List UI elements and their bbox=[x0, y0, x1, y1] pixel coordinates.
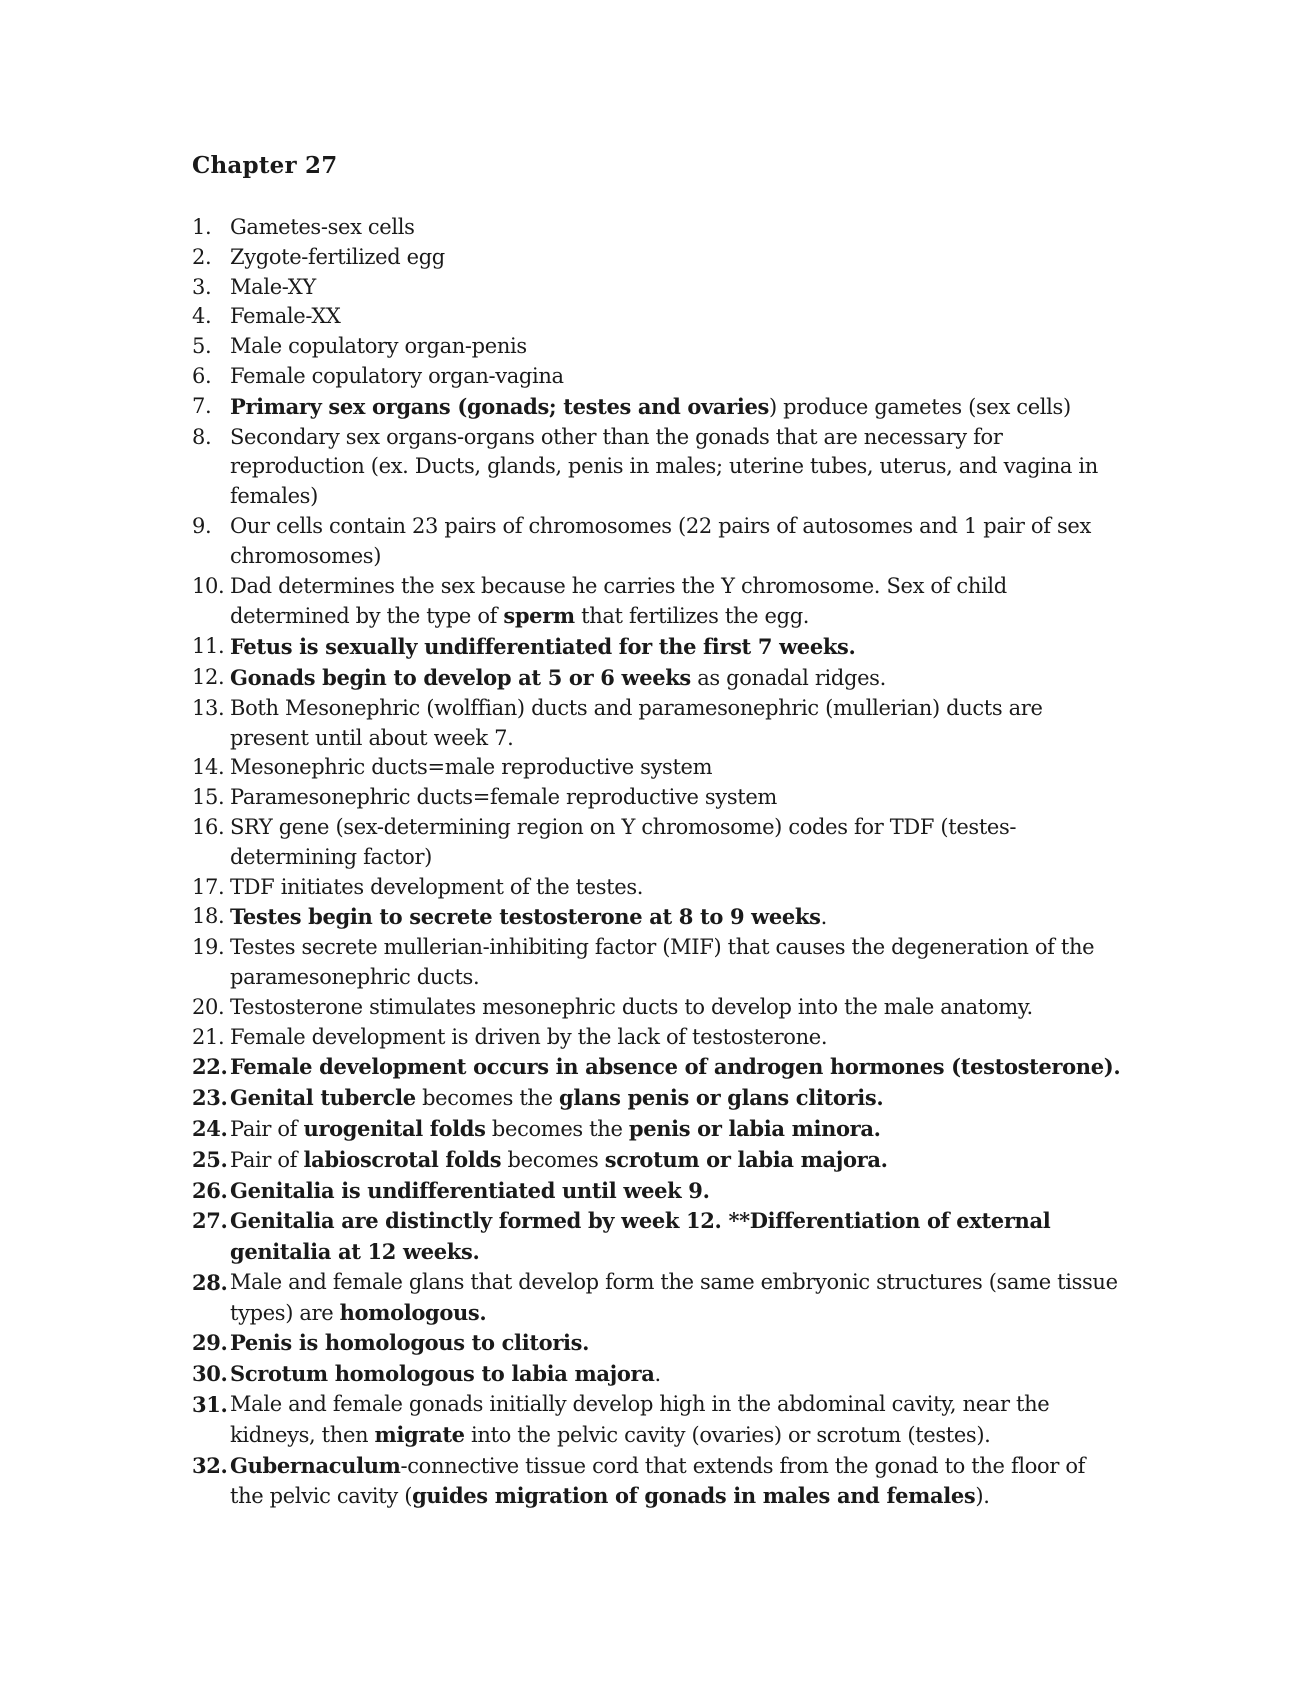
list-item bbox=[192, 213, 1122, 243]
list-item bbox=[192, 1328, 1122, 1359]
list-item bbox=[192, 753, 1122, 783]
list-item bbox=[192, 1176, 1122, 1207]
list-item-text: into the pelvic cavity (ovaries) or scrotum (testes). bbox=[464, 1422, 991, 1447]
bold-text: migrate bbox=[374, 1421, 465, 1447]
list-item-text: Female-XX bbox=[230, 304, 341, 329]
list-item-text: Both Mesonephric (wolffian) ducts and paramesonephric (mullerian) ducts are present until about week 7. bbox=[230, 695, 1043, 750]
list-item-number: 2. bbox=[192, 244, 212, 269]
bold-text: glans penis or glans clitoris. bbox=[559, 1085, 884, 1111]
list-item-number: 9. bbox=[192, 513, 212, 538]
bold-text: labioscrotal folds bbox=[303, 1146, 502, 1172]
list-item bbox=[192, 1145, 1122, 1176]
list-item-text: Male and female glans that develop form the same embryonic structures (same tissue types) are bbox=[230, 1269, 1118, 1325]
list-item-number: 18. bbox=[192, 904, 225, 929]
bold-text: Fetus is sexually undifferentiated for the first 7 weeks. bbox=[230, 634, 856, 660]
list-item-text: ). bbox=[975, 1484, 990, 1509]
list-item-text: TDF initiates development of the testes. bbox=[230, 874, 644, 899]
list-item-text: becomes bbox=[501, 1147, 605, 1172]
list-item bbox=[192, 1114, 1122, 1145]
list-item bbox=[192, 302, 1122, 332]
list-item-number: 13. bbox=[192, 695, 225, 720]
list-item-number: 24. bbox=[192, 1115, 228, 1141]
bold-text: Penis is homologous to clitoris. bbox=[230, 1330, 590, 1356]
list-item bbox=[192, 1052, 1122, 1083]
list-item-number: 8. bbox=[192, 424, 212, 449]
list-item-number: 16. bbox=[192, 814, 225, 839]
list-item-text: becomes the bbox=[485, 1116, 629, 1141]
list-item-number: 30. bbox=[192, 1361, 228, 1387]
list-item bbox=[192, 783, 1122, 813]
list-item bbox=[192, 1359, 1122, 1390]
bold-text: Genital tubercle bbox=[230, 1085, 416, 1111]
list-item-number: 14. bbox=[192, 755, 225, 780]
list-item-text: Secondary sex organs-organs other than the gonads that are necessary for reproduction (ex. Ducts, glands, penis in males; uterine tubes, uterus, and vagina in females) bbox=[230, 424, 1098, 509]
bold-text: Gonads begin to develop at 5 or 6 weeks bbox=[230, 664, 691, 690]
list-item bbox=[192, 933, 1122, 993]
list-item-text: Pair of bbox=[230, 1147, 304, 1172]
list-item-number: 4. bbox=[192, 304, 212, 329]
list-item-number: 21. bbox=[192, 1024, 225, 1049]
bold-text: Genitalia are distinctly formed by week 12. **Differentiation of external genitalia at 12 weeks. bbox=[230, 1208, 1051, 1265]
list-item-number: 1. bbox=[192, 215, 212, 239]
bold-text: guides migration of gonads in males and females bbox=[412, 1483, 976, 1509]
list-item bbox=[192, 993, 1122, 1023]
list-item-text: Dad determines the sex because he carries the Y chromosome. Sex of child determined by the type of bbox=[230, 573, 1007, 629]
list-item-number: 25. bbox=[192, 1146, 228, 1172]
list-item-text: Male-XY bbox=[230, 274, 316, 299]
page-title: Chapter 27 bbox=[192, 152, 338, 179]
numbered-notes-list bbox=[192, 213, 1122, 1512]
list-item-number: 27. bbox=[192, 1208, 228, 1234]
list-item-number: 31. bbox=[192, 1392, 228, 1418]
list-item-number: 19. bbox=[192, 935, 225, 960]
list-item-text: that fertilizes the egg. bbox=[574, 604, 810, 629]
list-item-number: 22. bbox=[192, 1054, 228, 1080]
list-item-text: Female copulatory organ-vagina bbox=[230, 363, 564, 388]
list-item-text: . bbox=[654, 1362, 661, 1387]
list-item-number: 3. bbox=[192, 274, 212, 299]
list-item-text: Mesonephric ducts=male reproductive system bbox=[230, 755, 713, 780]
list-item bbox=[192, 273, 1122, 303]
list-item-number: 7. bbox=[192, 393, 212, 418]
bold-text: homologous. bbox=[339, 1299, 487, 1325]
list-item-text: as gonadal ridges. bbox=[690, 665, 886, 690]
list-item-text: . bbox=[820, 905, 827, 930]
list-item bbox=[192, 572, 1122, 633]
bold-text: Primary sex organs (gonads; testes and ovaries bbox=[230, 393, 769, 419]
bold-text: penis or labia minora. bbox=[628, 1115, 881, 1141]
list-item-text: Male copulatory organ-penis bbox=[230, 334, 527, 359]
list-item-text: -connective tissue cord that extends from the gonad to the floor of the pelvic cavity ( bbox=[230, 1453, 1086, 1509]
bold-text: Genitalia is undifferentiated until week 9. bbox=[230, 1177, 710, 1203]
list-item-number: 10. bbox=[192, 573, 225, 598]
list-item bbox=[192, 1023, 1122, 1053]
bold-text: Testes begin to secrete testosterone at 8 to 9 weeks bbox=[230, 904, 821, 930]
list-item-number: 23. bbox=[192, 1085, 228, 1111]
list-item bbox=[192, 902, 1122, 933]
list-item bbox=[192, 243, 1122, 273]
list-item bbox=[192, 423, 1122, 512]
bold-text: Gubernaculum bbox=[230, 1452, 401, 1478]
bold-text: sperm bbox=[503, 603, 575, 629]
bold-text: scrotum or labia majora. bbox=[604, 1146, 888, 1172]
list-item bbox=[192, 332, 1122, 362]
list-item bbox=[192, 1268, 1122, 1329]
bold-text: Female development occurs in absence of androgen hormones (testosterone). bbox=[230, 1054, 1121, 1080]
list-item bbox=[192, 813, 1122, 873]
list-item-text: Testes secrete mullerian-inhibiting factor (MIF) that causes the degeneration of the paramesonephric ducts. bbox=[230, 935, 1095, 989]
list-item bbox=[192, 362, 1122, 392]
list-item-number: 12. bbox=[192, 664, 225, 689]
bold-text: urogenital folds bbox=[303, 1115, 486, 1141]
list-item bbox=[192, 873, 1122, 903]
list-item-text: Our cells contain 23 pairs of chromosomes (22 pairs of autosomes and 1 pair of sex chromosomes) bbox=[230, 513, 1091, 568]
list-item-number: 28. bbox=[192, 1269, 228, 1295]
list-item bbox=[192, 694, 1122, 754]
list-item bbox=[192, 1451, 1122, 1513]
list-item-text: Female development is driven by the lack of testosterone. bbox=[230, 1024, 828, 1049]
list-item-number: 17. bbox=[192, 874, 225, 899]
list-item-text: becomes the bbox=[415, 1086, 560, 1111]
list-item-number: 29. bbox=[192, 1330, 228, 1356]
bold-text: Scrotum homologous to labia majora bbox=[230, 1361, 655, 1387]
list-item bbox=[192, 1390, 1122, 1451]
list-item-number: 15. bbox=[192, 785, 225, 810]
list-item-number: 5. bbox=[192, 334, 212, 359]
list-item-number: 32. bbox=[192, 1452, 228, 1478]
list-item bbox=[192, 1083, 1122, 1114]
list-item-text: Paramesonephric ducts=female reproductive system bbox=[230, 785, 777, 810]
list-item bbox=[192, 392, 1122, 423]
list-item-text: Zygote-fertilized egg bbox=[230, 244, 445, 269]
list-item bbox=[192, 512, 1122, 572]
list-item-text: SRY gene (sex-determining region on Y chromosome) codes for TDF (testes-determining factor) bbox=[230, 814, 1017, 869]
list-item-text: Male and female gonads initially develop high in the abdominal cavity, near the kidneys, then bbox=[230, 1392, 1050, 1447]
list-item-number: 6. bbox=[192, 363, 212, 388]
list-item-number: 20. bbox=[192, 994, 225, 1019]
list-item-text: Testosterone stimulates mesonephric ducts to develop into the male anatomy. bbox=[230, 994, 1033, 1019]
list-item-text: ) produce gametes (sex cells) bbox=[768, 394, 1071, 419]
list-item bbox=[192, 663, 1122, 694]
list-item bbox=[192, 1206, 1122, 1268]
list-item-text: Gametes-sex cells bbox=[230, 215, 415, 239]
list-item-number: 11. bbox=[192, 634, 225, 659]
list-item bbox=[192, 632, 1122, 663]
list-item-number: 26. bbox=[192, 1177, 228, 1203]
list-item-text: Pair of bbox=[230, 1116, 304, 1141]
